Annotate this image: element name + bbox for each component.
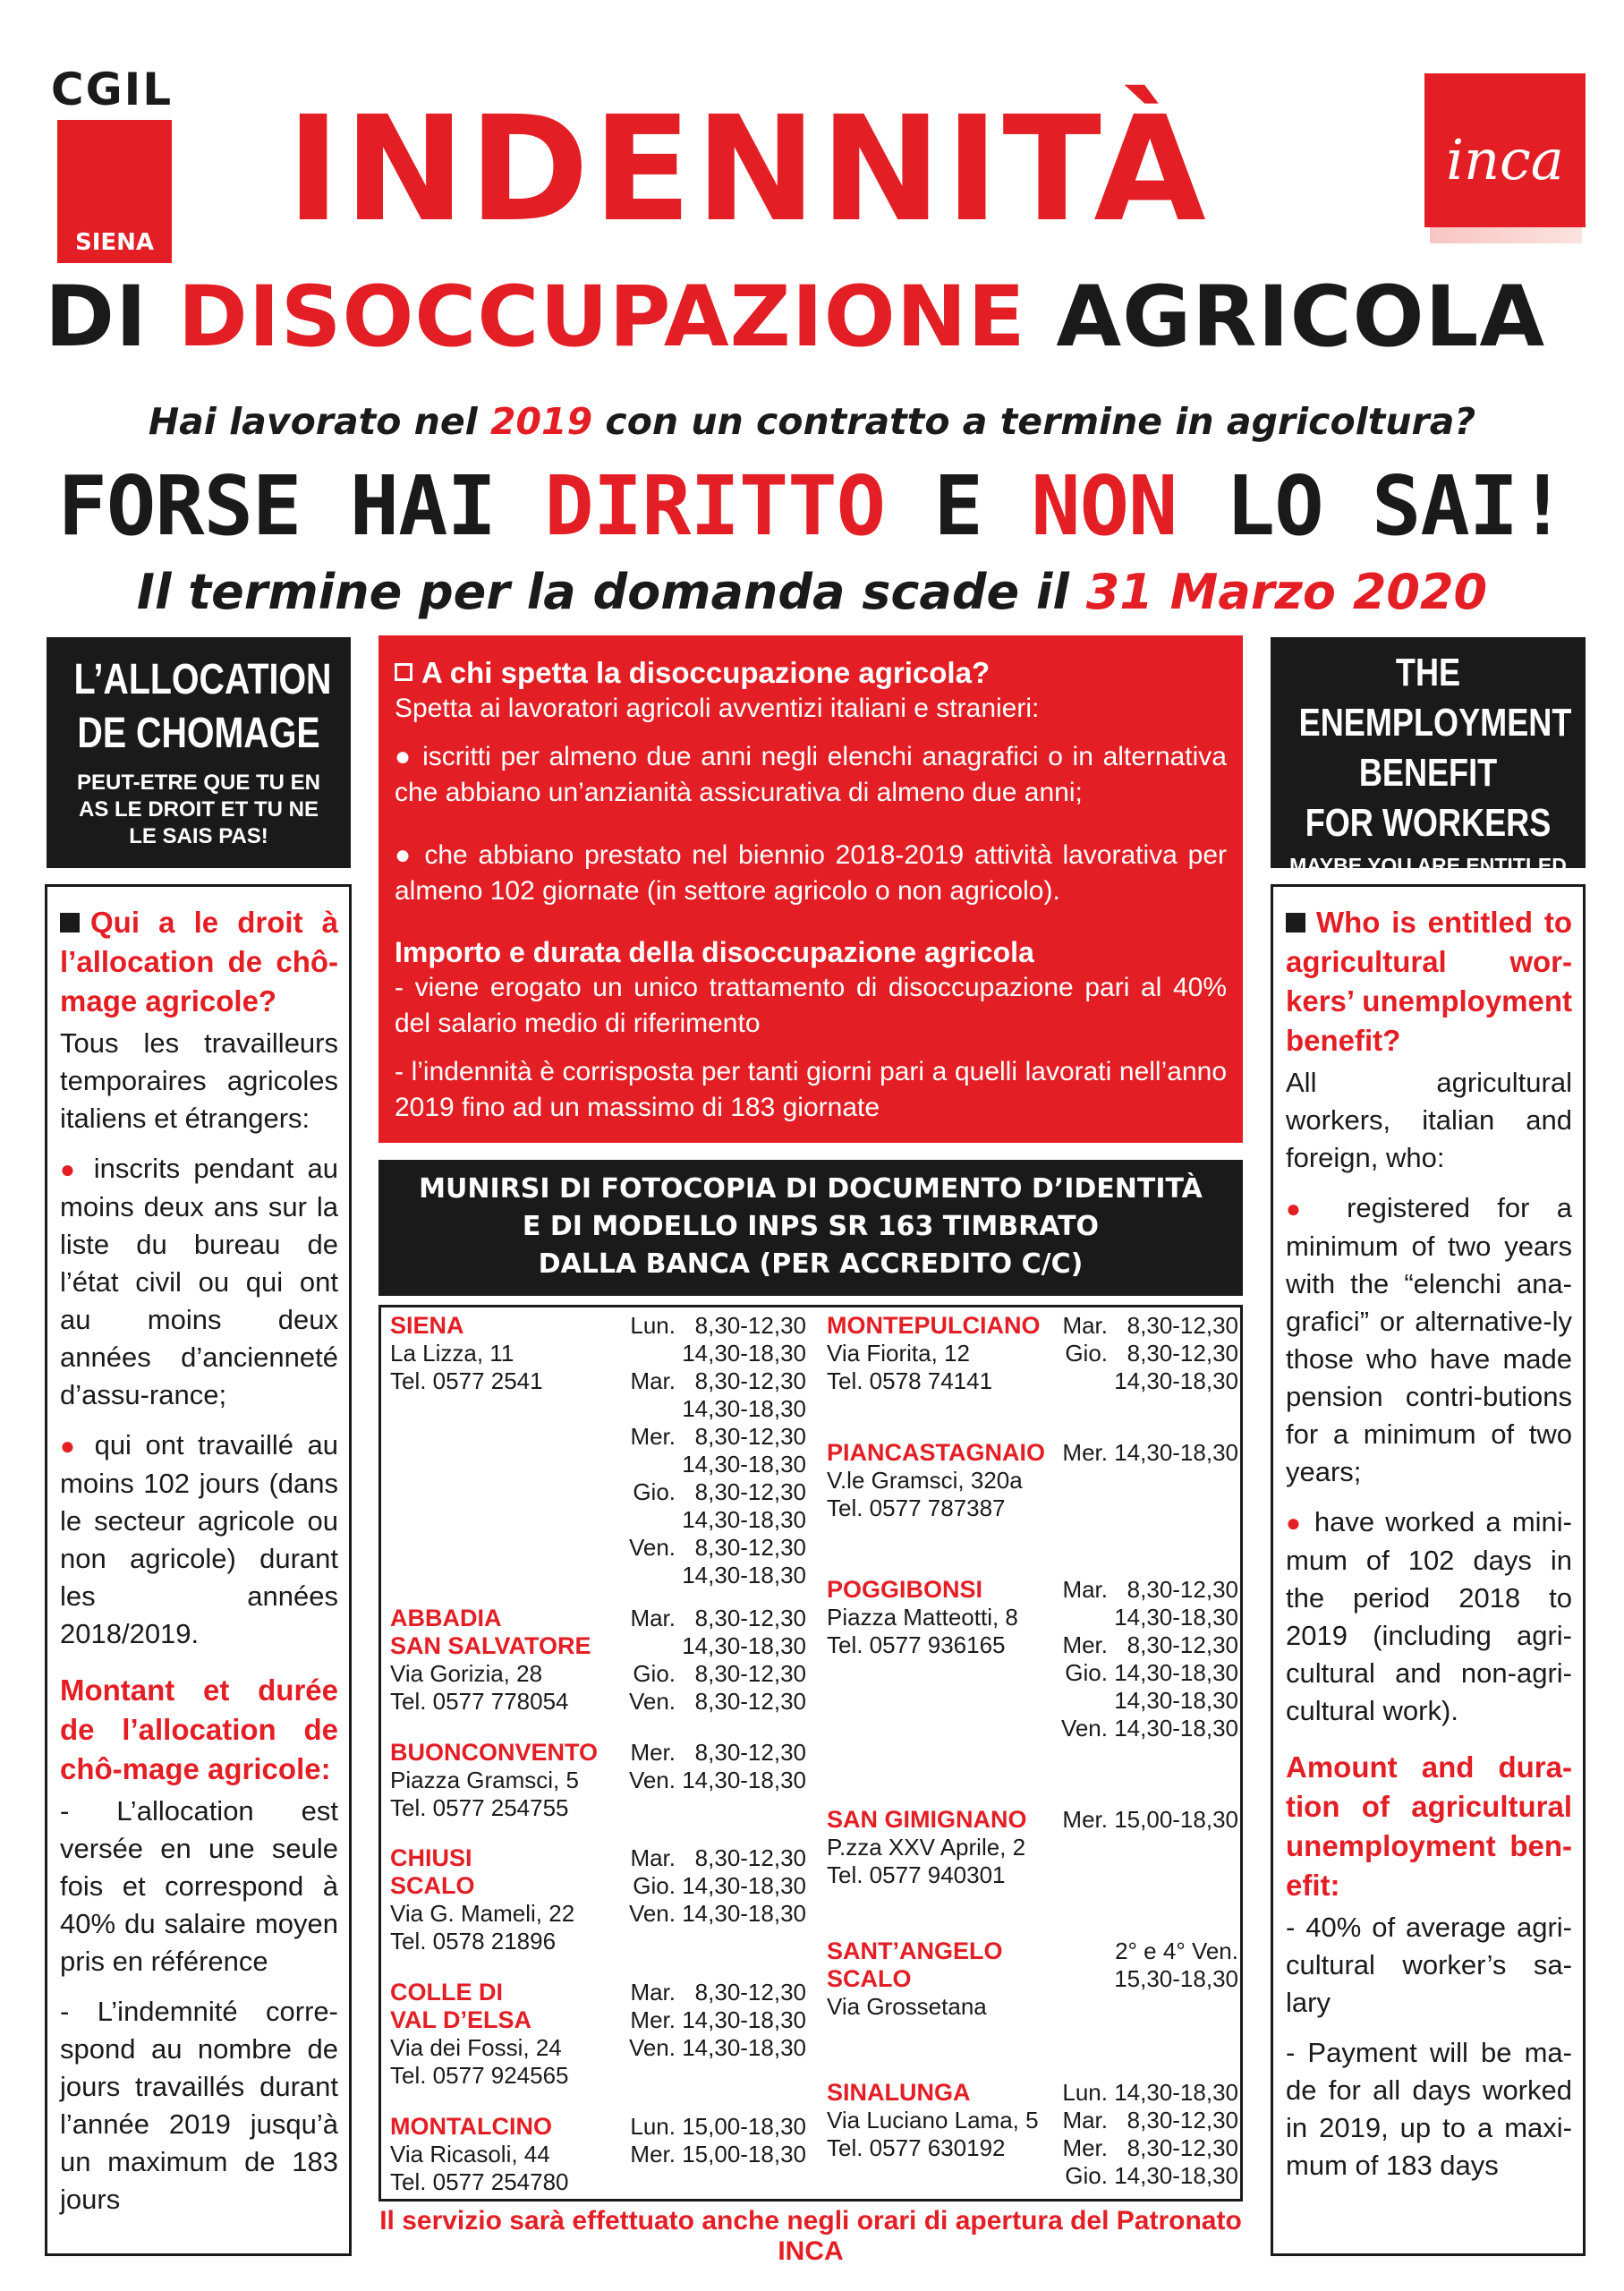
english-paragraph-1: All agricultural workers, italian and foreign, who: [1286, 1067, 1572, 1173]
slogan [0, 458, 1624, 554]
cgil-logo-text: CGIL [50, 64, 174, 115]
office-buonconvento [390, 1739, 811, 1822]
slogan-a: FORSE HAI [57, 458, 545, 554]
english-tagline: MAYBE YOU ARE ENTITLED TO IT AND YOU DON’T KNOW! [1278, 854, 1578, 904]
documents-line-2: E DI MODELLO INPS SR 163 TIMBRATO [522, 1211, 1100, 1242]
office-name: PIANCASTAGNAIO [827, 1439, 1046, 1466]
italian-info-box [378, 635, 1243, 1143]
office-address: Via Luciano Lama, 5 Tel. 0577 630192 [827, 2107, 1039, 2161]
office-name: ABBADIA SAN SALVATORE [390, 1605, 591, 1659]
office-hours: Mer. 14,30-18,30 [1062, 1439, 1238, 1466]
checkbox-square-icon [395, 663, 412, 681]
footer-note: Il servizio sarà effettuato anche negli orari di apertura del Patronato INCA [379, 2206, 1242, 2266]
deadline-date: 31 Marzo 2020 [1085, 564, 1488, 620]
office-abbadia [390, 1605, 811, 1716]
french-box [45, 884, 352, 2256]
office-address: Piazza Matteotti, 8 Tel. 0577 936165 [827, 1604, 1018, 1658]
deadline-text: Il termine per la domanda scade il [136, 564, 1086, 620]
slogan-diritto: DIRITTO [544, 458, 886, 554]
italian-bullet-1: ● iscritti per almeno due anni negli elenchi anagrafici o in alternativa che abbiano un’anzianità assicurativa di almeno due anni; [395, 742, 1227, 807]
slogan-c: E [885, 458, 1032, 554]
office-sinalunga [827, 2079, 1240, 2189]
french-paragraph-2: - L’allocation est versée en une seule fois et correspond à 40% du salaire moyen pris en référence [60, 1795, 338, 1977]
office-address: Via dei Fossi, 24 Tel. 0577 924565 [390, 2034, 569, 2089]
french-question-2: Montant et durée de l’allocation de chô-mage agricole: [60, 1674, 338, 1785]
office-hours: Lun. 14,30-18,30 Mar. 8,30-12,30 Mer. 8,30-12,30 Gio. 14,30-18,30 [1062, 2079, 1238, 2189]
english-paragraph-2: - 40% of average agri-cultural worker’s sa-lary [1286, 1912, 1572, 2018]
english-bullet-2: have worked a mini-mum of 102 days in the period 2018 to 2019 (including agri-cultural and non-agri-cultural work). [1286, 1506, 1572, 1726]
english-bullet-1: registered for a minimum of two years with the “elenchi ana-grafici” or alternative-ly those who have made pension contri-butions for a minimum of two years; [1286, 1192, 1572, 1487]
office-name: SINALUNGA [827, 2079, 971, 2106]
office-name: POGGIBONSI [827, 1576, 983, 1603]
french-title-1: L’ALLOCATION [73, 656, 332, 703]
italian-detail-1: - viene erogato un unico trattamento di disoccupazione pari al 40% del salario medio di riferimento [395, 973, 1227, 1038]
offices-table [378, 1305, 1243, 2202]
office-hours: Mar. 8,30-12,30 14,30-18,30 Gio. 8,30-12,30 Ven. 8,30-12,30 [628, 1605, 806, 1715]
english-title-2: BENEFIT [1358, 751, 1498, 795]
page-subtitle [45, 268, 1584, 367]
office-name: MONTEPULCIANO [827, 1312, 1041, 1339]
english-title-1: THE ENEMPLOYMENT [1298, 651, 1572, 745]
office-address: Via Fiorita, 12 Tel. 0578 74141 [827, 1340, 993, 1394]
italian-subheading: Importo e durata della disoccupazione agricola [395, 936, 1034, 968]
office-name: MONTALCINO [390, 2113, 552, 2140]
bullet-dot-icon: ● [60, 1155, 94, 1183]
office-address: P.zza XXV Aprile, 2 Tel. 0577 940301 [827, 1834, 1026, 1888]
intro-question [0, 400, 1624, 443]
french-header [47, 637, 351, 868]
office-name: BUONCONVENTO [390, 1739, 599, 1766]
bullet-dot-icon: ● [60, 1432, 95, 1460]
inca-logo [1424, 73, 1586, 243]
french-bullet-2: qui ont travaillé au moins 102 jours (dans le secteur agricole ou non agricole) durant les années 2018/2019. [60, 1429, 338, 1649]
office-name: COLLE DI VAL D’ELSA [390, 1979, 532, 2033]
page-title: INDENNITÀ [286, 86, 1210, 254]
office-name: CHIUSI SCALO [390, 1844, 475, 1899]
office-siena [390, 1312, 811, 1588]
english-question-2: Amount and dura-tion of agricultural unemployment ben-efit: [1286, 1750, 1572, 1902]
documents-line-1: MUNIRSI DI FOTOCOPIA DI DOCUMENTO D’IDENTITÀ [419, 1173, 1203, 1205]
inca-logo-stripe [1430, 227, 1582, 243]
subtitle-agricola: AGRICOLA [1056, 268, 1546, 366]
english-paragraph-3: - Payment will be ma-de for all days worked in 2019, up to a maxi-mum of 183 days [1286, 2037, 1572, 2181]
office-hours: Lun. 8,30-12,30 14,30-18,30 Mar. 8,30-12,30 14,30-18,30 Mer. 8,30-12,30 14,30-18,30 Gio. 8,30-12,30 14,30-18,30 Ven. 8,30-12,30 14,30-18,30 [628, 1312, 806, 1588]
office-hours: Mar. 8,30-12,30 14,30-18,30 Mer. 8,30-12,30 Gio. 14,30-18,30 14,30-18,30 Ven. 14,30-18,30 [1060, 1576, 1238, 1742]
office-colle-val-delsa [390, 1979, 811, 2090]
italian-bullet-2: ● che abbiano prestato nel biennio 2018-2019 attività lavorativa per almeno 102 giornate (in settore agricolo o non agricolo). [395, 840, 1227, 906]
bullet-dot-icon: ● [1286, 1509, 1314, 1537]
office-address: Via Gorizia, 28 Tel. 0577 778054 [390, 1660, 569, 1715]
office-hours: 2° e 4° Ven. 15,30-18,30 [1114, 1938, 1238, 1992]
office-address: V.le Gramsci, 320a Tel. 0577 787387 [827, 1467, 1023, 1521]
office-address: Via G. Mameli, 22 Tel. 0578 21896 [390, 1900, 575, 1955]
inca-logo-text: inca [1446, 127, 1564, 192]
office-name: SAN GIMIGNANO [827, 1806, 1027, 1833]
italian-detail-2: - l’indennità è corrisposta per tanti giorni pari a quelli lavorati nell’anno 2019 fino ad un massimo di 183 giornate [395, 1057, 1227, 1122]
question-part-a: Hai lavorato nel [148, 400, 490, 443]
office-san-gimignano [827, 1806, 1240, 1889]
cgil-logo-siena: SIENA [74, 229, 155, 256]
french-title-2: DE CHOMAGE [77, 710, 320, 757]
documents-banner [378, 1160, 1243, 1296]
office-address: Via Ricasoli, 44 Tel. 0577 254780 [390, 2141, 569, 2195]
cgil-logo-block [57, 120, 172, 263]
office-hours: Mer. 15,00-18,30 [1062, 1806, 1238, 1833]
question-year: 2019 [490, 400, 593, 443]
french-paragraph-3: - L’indemnité corre-spond au nombre de jours travaillés durant l’année 2019 jusqu’à un maximum de 183 jours [60, 1996, 338, 2215]
office-santangelo-scalo [827, 1938, 1240, 2021]
office-chiusi [390, 1844, 811, 1955]
subtitle-di: DI [45, 268, 149, 366]
subtitle-disoccupazione: DISOCCUPAZIONE [177, 268, 1026, 366]
office-montepulciano [827, 1312, 1240, 1395]
slogan-e: LO SAI! [1177, 458, 1567, 554]
office-piancastagnaio [827, 1439, 1240, 1522]
documents-line-3: DALLA BANCA (PER ACCREDITO C/C) [538, 1248, 1084, 1280]
question-part-b: con un contratto a termine in agricoltura? [592, 400, 1476, 443]
office-address: Piazza Gramsci, 5 Tel. 0577 254755 [390, 1767, 579, 1821]
bullet-dot-icon: ● [1286, 1195, 1348, 1222]
office-name: SIENA [390, 1312, 464, 1339]
slogan-non: NON [1031, 458, 1178, 554]
deadline [0, 564, 1624, 620]
cgil-logo [47, 64, 177, 263]
office-hours: Mar. 8,30-12,30 Gio. 14,30-18,30 Ven. 14,30-18,30 [628, 1844, 806, 1927]
office-hours: Lun. 15,00-18,30 Mer. 15,00-18,30 [630, 2113, 806, 2168]
english-question-1: Who is entitled to agricultural wor-kers’ unemployment benefit? [1286, 906, 1572, 1057]
square-bullet-icon [60, 913, 80, 933]
french-paragraph-1: Tous les travailleurs temporaires agricoles italiens et étrangers: [60, 1027, 338, 1134]
french-bullet-1: inscrits pendant au moins deux ans sur la liste du bureau de l’état civil ou qui ont au moins deux années d’ancienneté d’assu-rance; [60, 1153, 338, 1410]
office-name: SANT’ANGELO SCALO [827, 1938, 1003, 1992]
office-poggibonsi [827, 1576, 1240, 1742]
square-bullet-icon [1286, 913, 1305, 933]
office-hours: Mar. 8,30-12,30 Gio. 8,30-12,30 14,30-18,30 [1062, 1312, 1238, 1394]
french-tagline: PEUT-ETRE QUE TU EN AS LE DROIT ET TU NE LE SAIS PAS! [76, 771, 321, 848]
italian-lead: A chi spetta la disoccupazione agricola? [421, 656, 991, 689]
english-box [1271, 884, 1586, 2256]
italian-line-1: Spetta ai lavoratori agricoli avventizi italiani e stranieri: [395, 694, 1040, 723]
french-question-1: Qui a le droit à l’allocation de chô-mage agricole? [60, 906, 338, 1018]
english-title-3: FOR WORKERS [1305, 801, 1552, 845]
english-header [1271, 637, 1586, 904]
office-montalcino [390, 2113, 811, 2196]
office-address: La Lizza, 11 Tel. 0577 2541 [390, 1340, 543, 1394]
office-hours: Mar. 8,30-12,30 Mer. 14,30-18,30 Ven. 14,30-18,30 [628, 1979, 806, 2061]
office-address: Via Grossetana [827, 1993, 987, 2020]
office-hours: Mer. 8,30-12,30 Ven. 14,30-18,30 [628, 1739, 806, 1793]
